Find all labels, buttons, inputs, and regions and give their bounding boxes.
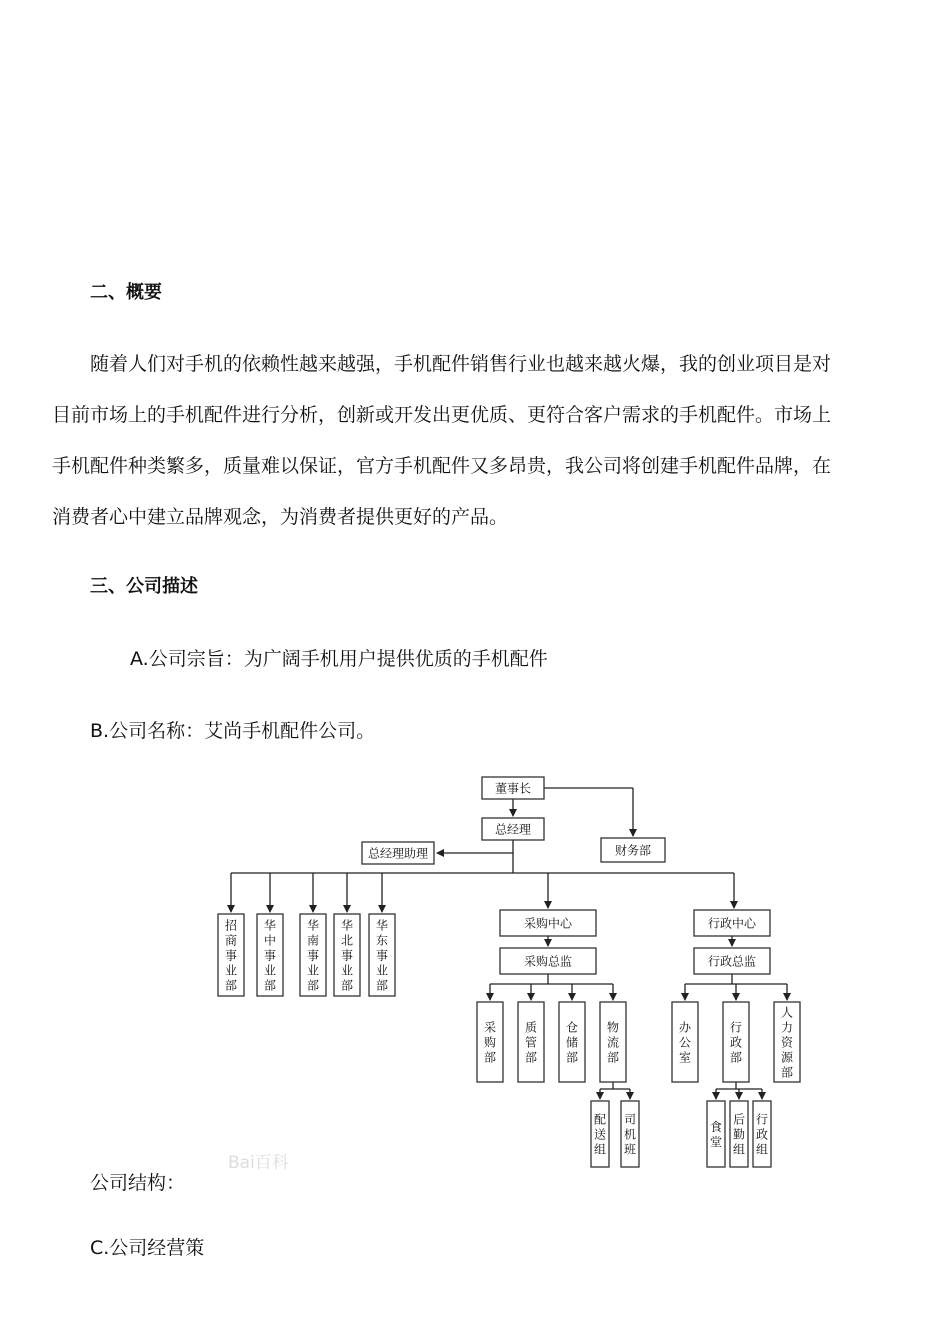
section2-heading: 二、概要 xyxy=(90,282,162,303)
node-admin-sub: 后勤组 xyxy=(732,1112,746,1157)
node-finance: 财务部 xyxy=(614,843,652,858)
operating-strategy: C.公司经营策 xyxy=(90,1237,205,1259)
node-admin-center: 行政中心 xyxy=(707,916,757,931)
node-admin-sub-box xyxy=(707,1101,725,1167)
node-general-manager: 总经理 xyxy=(494,822,532,837)
company-name: B.公司名称：艾尚手机配件公司。 xyxy=(90,720,376,742)
paragraph-line: 随着人们对手机的依赖性越来越强，手机配件销售行业也越来越火爆，我的创业项目是对 xyxy=(90,353,832,375)
node-admin-sub: 行政组 xyxy=(755,1112,769,1157)
node-division: 华南事业部 xyxy=(306,918,320,993)
node-purchase-center: 采购中心 xyxy=(523,916,573,931)
node-purchase-dept: 物流部 xyxy=(606,1020,620,1065)
node-logistics-sub: 司机班 xyxy=(623,1112,637,1157)
node-purchase-dept: 质管部 xyxy=(524,1020,538,1065)
paragraph-line: 手机配件种类繁多，质量难以保证，官方手机配件又多昂贵，我公司将创建手机配件品牌，在 xyxy=(52,455,832,477)
node-division: 华东事业部 xyxy=(375,918,389,993)
node-admin-dept: 行政部 xyxy=(729,1020,743,1065)
node-gm-assistant: 总经理助理 xyxy=(367,846,429,861)
node-division: 华北事业部 xyxy=(340,918,354,993)
node-admin-sub: 食堂 xyxy=(709,1120,723,1149)
node-purchase-director: 采购总监 xyxy=(523,954,573,969)
node-admin-dept: 办公室 xyxy=(678,1020,692,1065)
node-division: 华中事业部 xyxy=(263,918,277,993)
company-purpose: A.公司宗旨：为广阔手机用户提供优质的手机配件 xyxy=(130,648,548,670)
org-nodes xyxy=(218,777,800,1167)
node-admin-director: 行政总监 xyxy=(707,954,757,969)
node-purchase-dept: 采购部 xyxy=(483,1020,497,1065)
paragraph-line: 消费者心中建立品牌观念，为消费者提供更好的产品。 xyxy=(52,506,509,528)
section3-heading: 三、公司描述 xyxy=(90,576,198,597)
node-purchase-dept: 仓储部 xyxy=(565,1020,579,1065)
company-structure-label: 公司结构： xyxy=(90,1172,186,1194)
watermark: Bai百科 xyxy=(228,1153,289,1173)
node-chairman: 董事长 xyxy=(494,781,532,796)
node-admin-dept: 人力资源部 xyxy=(780,1005,794,1080)
paragraph-line: 目前市场上的手机配件进行分析，创新或开发出更优质、更符合客户需求的手机配件。市场上 xyxy=(52,404,832,426)
node-logistics-sub: 配送组 xyxy=(593,1112,607,1157)
node-division: 招商事业部 xyxy=(224,918,238,993)
